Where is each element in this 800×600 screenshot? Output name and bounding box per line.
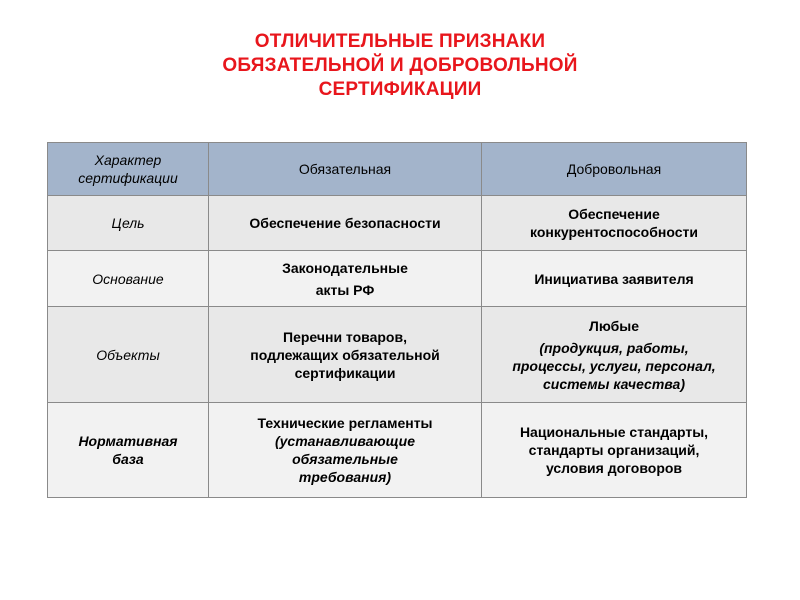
cell-line: Технические регламенты	[257, 415, 433, 431]
cell-line: (продукция, работы,	[539, 339, 689, 356]
cell-line: акты РФ	[315, 281, 375, 298]
table-row-goal	[48, 196, 747, 251]
title-line-3: СЕРТИФИКАЦИИ	[318, 79, 482, 100]
cell-line: конкурентоспособности	[530, 224, 698, 240]
row-label-normative-base	[48, 403, 209, 498]
cell-objects-mandatory	[209, 307, 482, 403]
cell-goal-voluntary	[482, 196, 747, 251]
cell-basis-voluntary	[482, 251, 747, 307]
table-row-normative-base	[48, 403, 747, 498]
title-line-1: ОТЛИЧИТЕЛЬНЫЕ ПРИЗНАКИ	[254, 31, 546, 52]
title-line-2: ОБЯЗАТЕЛЬНОЙ И ДОБРОВОЛЬНОЙ	[222, 55, 578, 76]
row-label-objects: Объекты	[48, 307, 209, 403]
header-voluntary: Добровольная	[482, 143, 747, 196]
cell-line: Нормативная	[78, 433, 178, 449]
cell-line: Законодательные	[282, 259, 408, 276]
cell-goal-mandatory	[209, 196, 482, 251]
cell-line: условия договоров	[545, 460, 683, 476]
cell-line: Инициатива заявителя	[534, 270, 694, 287]
table-row-objects	[48, 307, 747, 403]
cell-line: база	[112, 451, 144, 467]
header-characteristic-line-1: Характер	[94, 152, 162, 168]
cell-line: Любые	[589, 317, 639, 334]
cell-line: Перечни товаров,	[283, 328, 407, 345]
cell-line: сертификации	[294, 364, 396, 381]
row-label-basis: Основание	[48, 251, 209, 307]
cell-line: Обеспечение	[568, 206, 660, 222]
header-characteristic-line-2: сертификации	[78, 170, 178, 186]
cell-objects-voluntary	[482, 307, 747, 403]
cell-line: обязательные	[292, 451, 398, 467]
cell-line: системы качества)	[543, 375, 685, 392]
row-label-goal: Цель	[48, 196, 209, 251]
header-characteristic	[48, 143, 209, 196]
table-row-basis	[48, 251, 747, 307]
cell-normative-mandatory	[209, 403, 482, 498]
cell-line: стандарты организаций,	[528, 442, 700, 458]
cell-basis-mandatory	[209, 251, 482, 307]
comparison-table	[47, 142, 747, 498]
cell-line: подлежащих обязательной	[250, 346, 440, 363]
slide-title	[0, 30, 800, 102]
cell-line: Национальные стандарты,	[519, 424, 709, 440]
cell-line: Обеспечение безопасности	[249, 215, 441, 231]
cell-normative-voluntary	[482, 403, 747, 498]
header-mandatory: Обязательная	[209, 143, 482, 196]
cell-line: (устанавливающие	[274, 433, 416, 449]
cell-line: требования)	[298, 469, 392, 485]
table-header-row	[48, 143, 747, 196]
cell-line: процессы, услуги, персонал,	[512, 357, 716, 374]
